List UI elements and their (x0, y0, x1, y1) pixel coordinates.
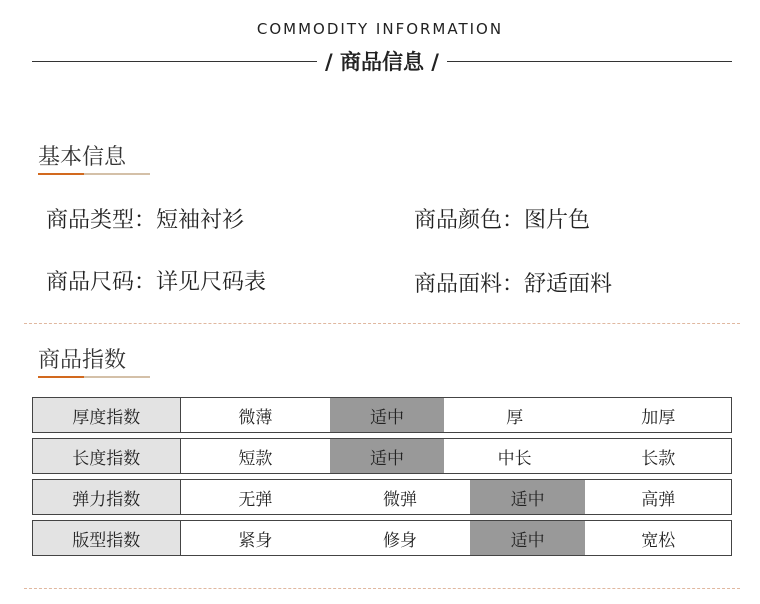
info-value: 图片色 (524, 208, 591, 233)
info-label: 商品尺码： (46, 270, 157, 295)
index-table (32, 397, 732, 561)
index-option: 无弹 (238, 489, 273, 510)
index-option: 微薄 (238, 407, 273, 428)
section-underline-index (38, 376, 150, 378)
index-option: 修身 (382, 530, 417, 551)
index-row (32, 438, 732, 474)
header-line-left (32, 61, 317, 62)
info-value: 短袖衬衫 (156, 208, 245, 233)
index-option-selected: 适中 (470, 480, 586, 514)
index-option: 短款 (238, 448, 273, 469)
index-option: 微弹 (382, 489, 417, 510)
section-underline-basic-info (38, 173, 150, 175)
info-item-fabric (414, 267, 612, 298)
index-option: 宽松 (641, 530, 676, 551)
info-label: 商品面料： (414, 272, 525, 297)
header-title-cn: / 商品信息 / (325, 50, 439, 74)
info-value: 详见尺码表 (156, 270, 267, 295)
info-item-color (414, 203, 590, 234)
info-item-size (46, 265, 266, 296)
index-option: 紧身 (238, 530, 273, 551)
info-label: 商品类型： (46, 208, 157, 233)
info-label: 商品颜色： (414, 208, 525, 233)
index-option: 中长 (497, 448, 532, 469)
index-row-name: 厚度指数 (33, 398, 181, 432)
info-value: 舒适面料 (524, 272, 613, 297)
section-title-basic-info: 基本信息 (38, 145, 127, 170)
index-option: 厚 (506, 407, 524, 428)
index-row (32, 479, 732, 515)
dashed-separator (24, 323, 740, 324)
index-row (32, 397, 732, 433)
index-option: 高弹 (641, 489, 676, 510)
index-row-name: 弹力指数 (33, 480, 181, 514)
index-option: 加厚 (641, 407, 676, 428)
header-line-right (447, 61, 732, 62)
index-option: 长款 (641, 448, 676, 469)
info-item-type (46, 203, 244, 234)
index-option-selected: 适中 (330, 439, 444, 473)
index-row-name: 长度指数 (33, 439, 181, 473)
header-title-en: COMMODITY INFORMATION (256, 20, 504, 38)
header-title-row (32, 46, 732, 76)
section-title-index: 商品指数 (38, 348, 127, 373)
dashed-separator-bottom (24, 588, 740, 589)
index-option-selected: 适中 (330, 398, 444, 432)
index-option-selected: 适中 (470, 521, 586, 555)
index-row (32, 520, 732, 556)
index-row-name: 版型指数 (33, 521, 181, 555)
